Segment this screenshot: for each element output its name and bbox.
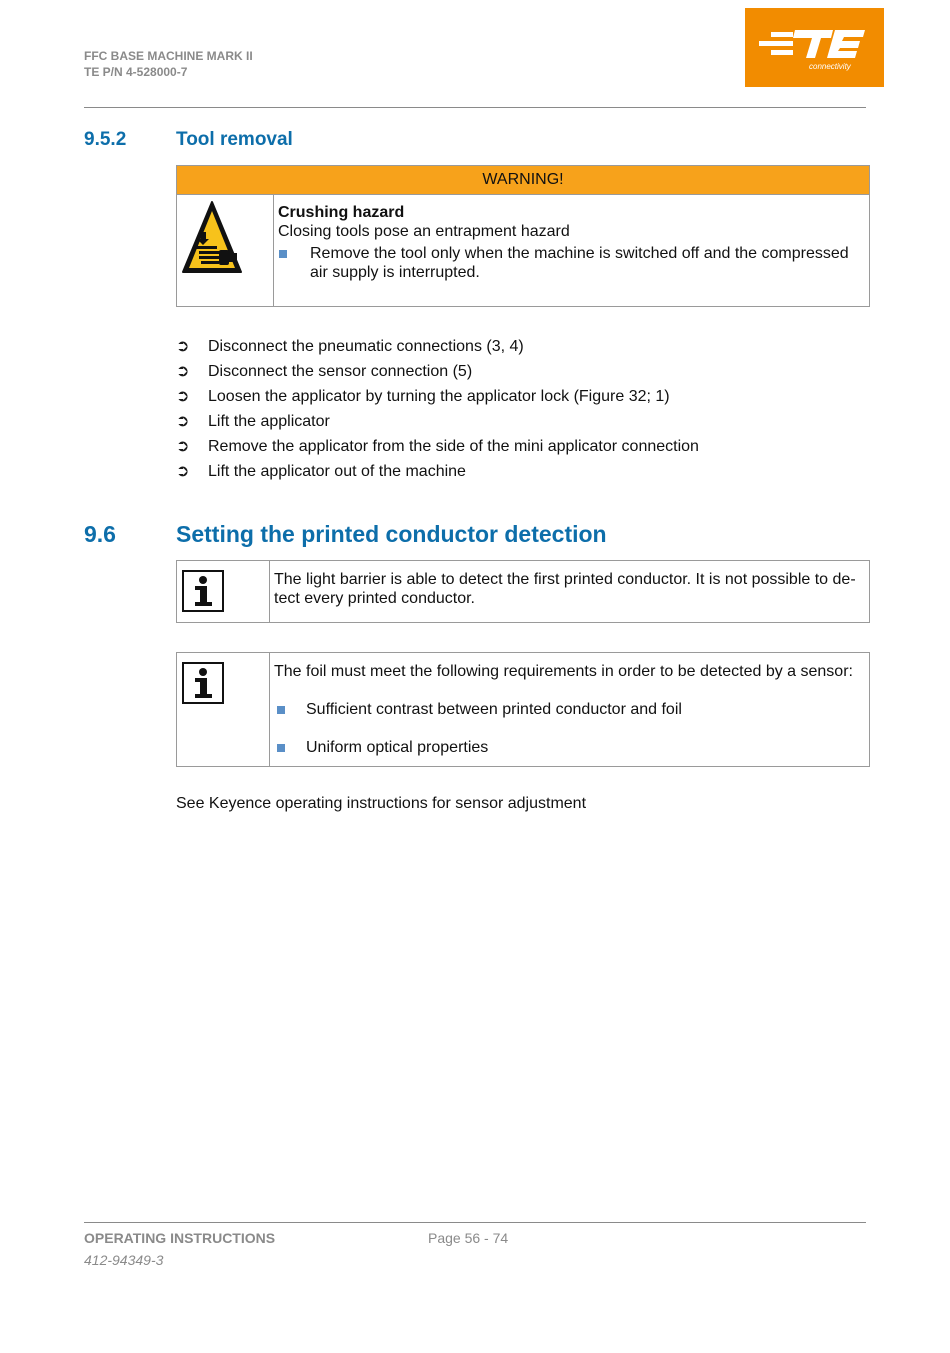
square-bullet-icon bbox=[279, 250, 287, 258]
section-number-952: 9.5.2 bbox=[84, 129, 127, 150]
header-title: FFC BASE MACHINE MARK II bbox=[84, 49, 253, 63]
step-text: Remove the applicator from the side of the mini applicator connection bbox=[208, 438, 699, 455]
hazard-description: Closing tools pose an entrapment hazard bbox=[278, 223, 570, 240]
list-item bbox=[274, 700, 861, 719]
section-number-96: 9.6 bbox=[84, 521, 116, 547]
info-icon-cell bbox=[177, 561, 270, 622]
action-arrow-icon: ➲ bbox=[176, 363, 190, 380]
warning-content bbox=[278, 203, 859, 282]
hazard-title: Crushing hazard bbox=[278, 204, 405, 221]
logo-tagline: connectivity bbox=[809, 62, 851, 71]
action-arrow-icon: ➲ bbox=[176, 388, 190, 405]
action-arrow-icon: ➲ bbox=[176, 413, 190, 430]
section-title-tool-removal: Tool removal bbox=[176, 129, 293, 150]
step-text: Lift the applicator bbox=[208, 413, 330, 430]
footer-page-number: Page 56 - 74 bbox=[428, 1230, 509, 1246]
warning-label: WARNING! bbox=[177, 166, 869, 195]
header-part-number: TE P/N 4-528000-7 bbox=[84, 65, 188, 79]
step-text: Disconnect the pneumatic connections (3, 4) bbox=[208, 338, 524, 355]
action-arrow-icon: ➲ bbox=[176, 463, 190, 480]
info-box-light-barrier bbox=[176, 560, 870, 623]
action-arrow-icon: ➲ bbox=[176, 338, 190, 355]
te-connectivity-logo bbox=[745, 8, 884, 87]
crushing-hazard-icon bbox=[181, 198, 243, 276]
info-glyph-icon bbox=[184, 572, 222, 610]
warning-icon-cell bbox=[177, 195, 274, 306]
footer-doc-number: 412-94349-3 bbox=[84, 1252, 164, 1268]
info-glyph-icon bbox=[184, 664, 222, 702]
te-logo-mark bbox=[745, 8, 884, 87]
footer-doc-type: OPERATING INSTRUCTIONS bbox=[84, 1230, 276, 1246]
info-icon bbox=[182, 662, 224, 704]
step-text: Lift the applicator out of the machine bbox=[208, 463, 466, 480]
info-icon bbox=[182, 570, 224, 612]
info-text-light-barrier: The light barrier is able to detect the first printed conductor. It is not possible to de-tect every printed conductor. bbox=[274, 571, 856, 607]
info-icon-cell bbox=[177, 653, 270, 766]
foil-requirements-intro: The foil must meet the following requirements in order to be detected by a sensor: bbox=[274, 663, 853, 680]
action-arrow-icon: ➲ bbox=[176, 438, 190, 455]
info-box-foil-requirements bbox=[176, 652, 870, 767]
warning-box bbox=[176, 165, 870, 307]
step-text: Loosen the applicator by turning the applicator lock (Figure 32; 1) bbox=[208, 388, 670, 405]
requirement-text: Sufficient contrast between printed conductor and foil bbox=[306, 701, 682, 718]
warning-bullet-item bbox=[278, 244, 859, 282]
keyence-note: See Keyence operating instructions for sensor adjustment bbox=[176, 795, 587, 812]
section-title-conductor-detection: Setting the printed conductor detection bbox=[176, 521, 607, 547]
list-item bbox=[274, 738, 861, 757]
requirement-text: Uniform optical properties bbox=[306, 739, 489, 756]
info-content-foil bbox=[274, 662, 861, 757]
square-bullet-icon bbox=[277, 744, 285, 752]
warning-bullet-text: Remove the tool only when the machine is switched off and the compressed air supply is interrupted. bbox=[310, 245, 849, 281]
footer-divider bbox=[84, 1222, 866, 1223]
step-text: Disconnect the sensor connection (5) bbox=[208, 363, 473, 380]
square-bullet-icon bbox=[277, 706, 285, 714]
header-divider bbox=[84, 107, 866, 108]
